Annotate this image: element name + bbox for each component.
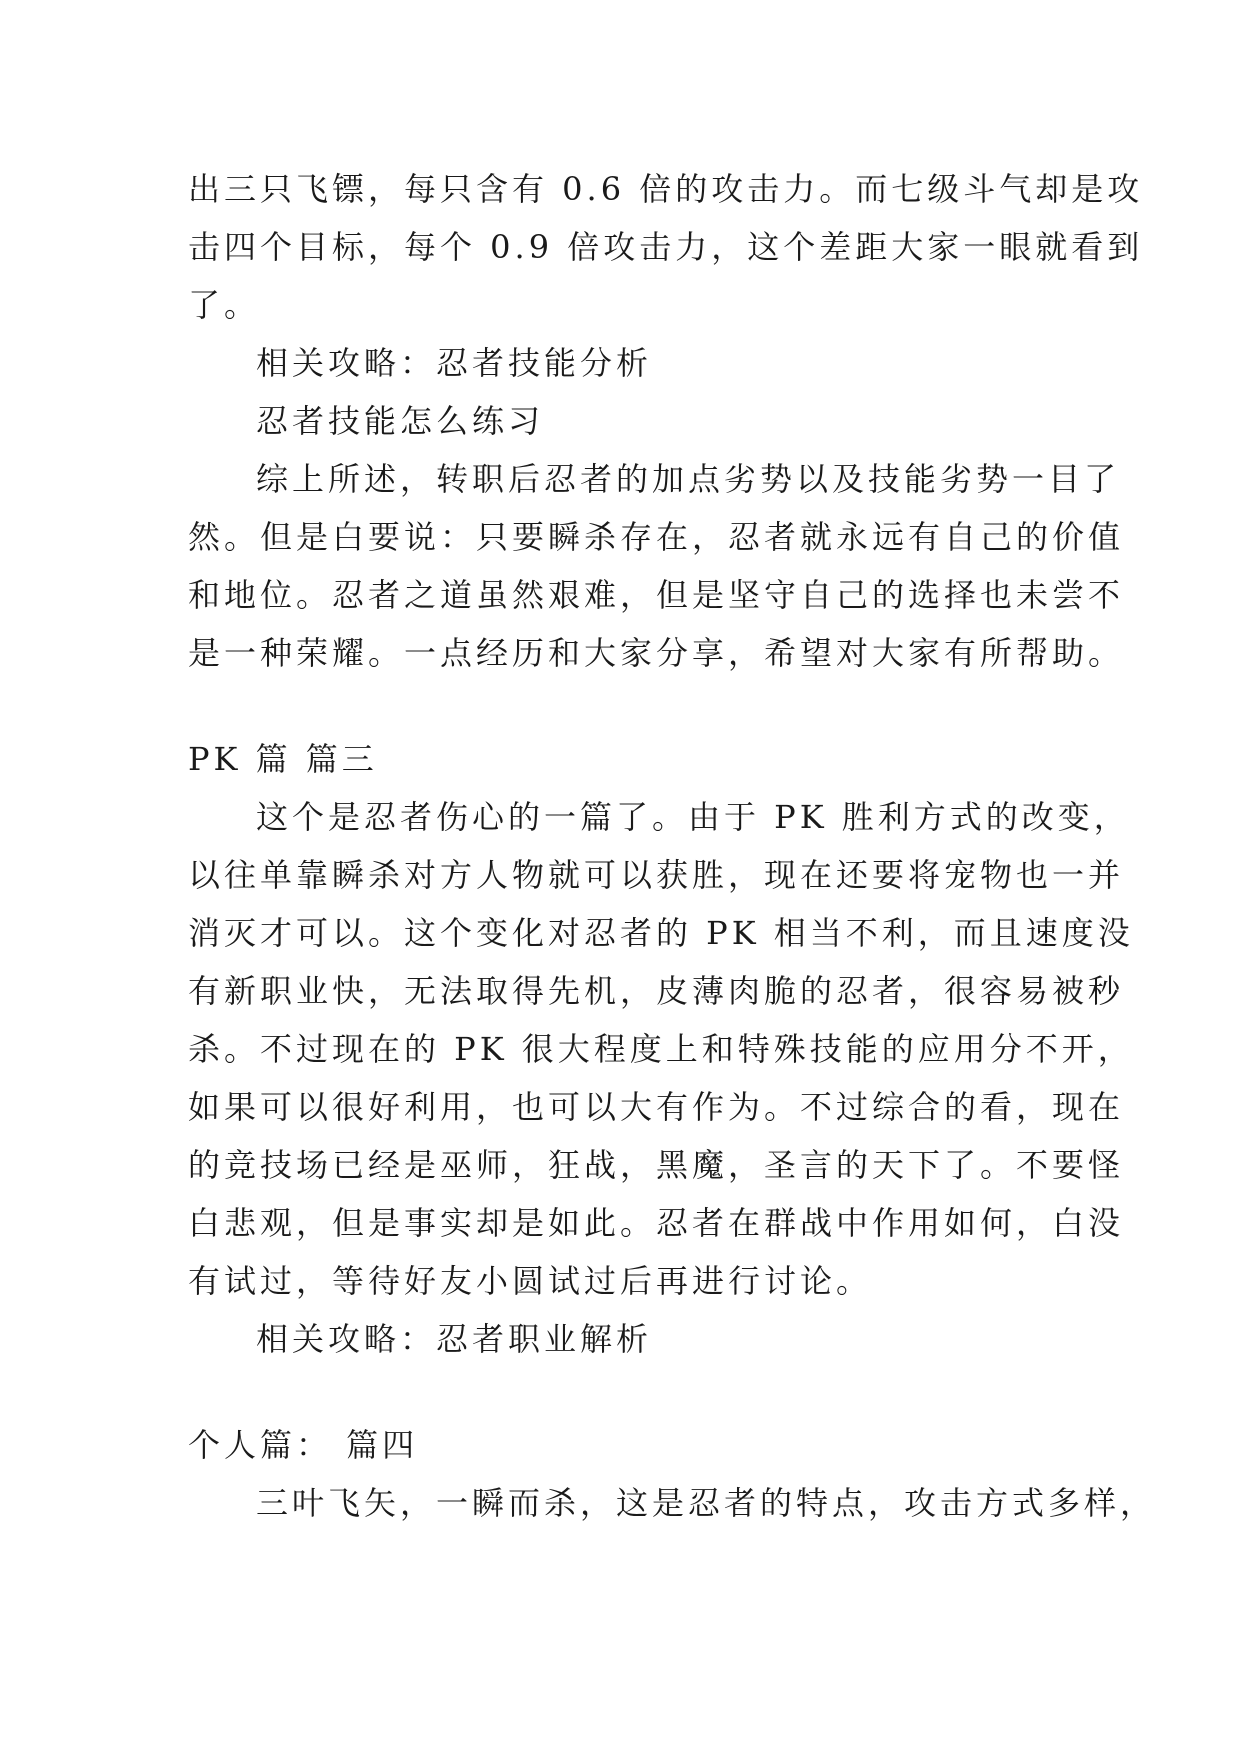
paragraph-line: 消灭才可以。这个变化对忍者的 PK 相当不利，而且速度没 <box>188 914 1134 952</box>
pk-paragraph <box>188 788 1134 1310</box>
paragraph-line: 白悲观，但是事实却是如此。忍者在群战中作用如何，白没 <box>188 1204 1125 1242</box>
paragraph-line: 有试过，等待好友小圆试过后再进行讨论。 <box>188 1262 873 1300</box>
section-spacer <box>188 1368 1068 1416</box>
paragraph-line: 是一种荣耀。一点经历和大家分享，希望对大家有所帮助。 <box>188 634 1125 672</box>
intro-paragraph <box>188 160 1144 334</box>
paragraph-line: 然。但是白要说：只要瞬杀存在，忍者就永远有自己的价值 <box>188 518 1125 556</box>
summary-paragraph <box>188 450 1125 682</box>
section-heading-personal: 个人篇： 篇四 <box>188 1426 419 1464</box>
paragraph-line: 出三只飞镖，每只含有 0.6 倍的攻击力。而七级斗气却是攻 <box>188 170 1144 208</box>
paragraph-line: 如果可以很好利用，也可以大有作为。不过综合的看，现在 <box>188 1088 1125 1126</box>
paragraph-line: 三叶飞矢，一瞬而杀，这是忍者的特点，攻击方式多样， <box>256 1484 1157 1522</box>
paragraph-line: 和地位。忍者之道虽然艰难，但是坚守自己的选择也未尝不 <box>188 576 1125 614</box>
paragraph-line: 击四个目标，每个 0.9 倍攻击力，这个差距大家一眼就看到 <box>188 228 1144 266</box>
paragraph-line: 的竞技场已经是巫师，狂战，黑魔，圣言的天下了。不要怪 <box>188 1146 1125 1184</box>
section-spacer <box>188 682 1068 730</box>
section-heading-pk: PK 篇 篇三 <box>188 740 378 778</box>
paragraph-line: 这个是忍者伤心的一篇了。由于 PK 胜利方式的改变， <box>256 798 1130 836</box>
paragraph-line: 有新职业快，无法取得先机，皮薄肉脆的忍者，很容易被秒 <box>188 972 1125 1010</box>
related-guide-link-class-analysis: 相关攻略：忍者职业解析 <box>256 1320 653 1358</box>
paragraph-line: 以往单靠瞬杀对方人物就可以获胜，现在还要将宠物也一并 <box>188 856 1125 894</box>
related-guide-link-skill-analysis: 相关攻略：忍者技能分析 <box>256 344 653 382</box>
paragraph-line: 了。 <box>188 286 261 324</box>
related-guide-link-skill-practice: 忍者技能怎么练习 <box>256 402 545 440</box>
paragraph-line: 杀。不过现在的 PK 很大程度上和特殊技能的应用分不开， <box>188 1030 1134 1068</box>
personal-paragraph <box>188 1474 1157 1532</box>
document-body <box>188 160 1157 1532</box>
paragraph-line: 综上所述，转职后忍者的加点劣势以及技能劣势一目了 <box>256 460 1121 498</box>
